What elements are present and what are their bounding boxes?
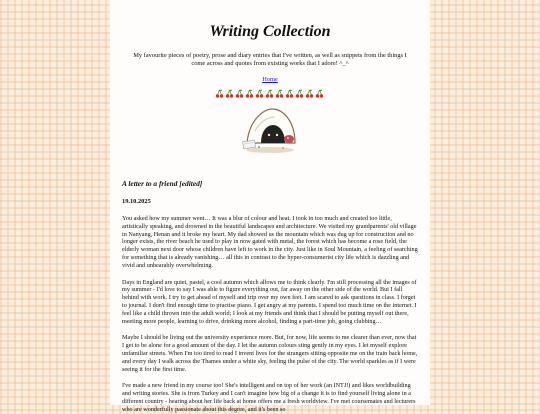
cherry-icon <box>225 89 234 99</box>
page-title: Writing Collection <box>209 23 331 40</box>
cherry-icon <box>305 89 314 99</box>
cherry-icon <box>255 89 264 99</box>
post-paragraph: Maybe I should be living out the university experience more. But, for now, life seems to me clearer than ever, now that I get to be alone for a good amount of the day. I let the autumn colours sting gently in my eyes. I let myself explore unfamiliar streets. When I'm too tired to read I invent lives for the strangers sitting opposite me on the train back home, and every day I walk across the Thames under a white sky, feeling the pulse of the city. The world sparkles as if I were seeing it for the first time. <box>122 334 418 373</box>
cherry-icon <box>275 89 284 99</box>
cherry-icon <box>315 89 324 99</box>
post-paragraph: Days in England are quiet, pastel, a cool autumn which allows me to think clearly. I'm still processing all the images of my summer - I'd love to say I was able to figure everything out, far away on the other side of the world. But I fall behind with work. I try to get ahead of myself and trip over my own feet. I am scared to ask questions in class. I forget to journal. I don't find enough time to practise piano. I get angry at my parents. I spend too much time on the internet. I feel like a child thrown into the adult world; I look at my friends and think that I should be putting myself out there, meeting more people, learning to drive, drinking more alcohol, finding a part-time job, going clubbing… <box>122 278 417 325</box>
cherry-icon <box>295 89 304 99</box>
cherry-icon <box>285 89 294 99</box>
cherry-icon <box>265 89 274 99</box>
post-paragraph: You asked how my summer went… It was a blur of colour and heat. I took in too much and created too little, artistically speaking, and drowned in the beautiful landscapes and architecture. We visited my grandparents' old village in Nanyang, Henan and it broke my heart. My dad showed us the mountain which was dug up for construction and no longer exists, the river beach he used to play in now gated with metal, the forest which has become a rose field, the elderly woman next door whose children have left to work in the city. Just like in Soul Mountain, a feeling of searching for something that is already vanishing… all this in contrast to the hyper-consumerist city life which is dazzling and vivid and unbearably overwhelming. <box>122 215 418 269</box>
post-title: A letter to a friend [edited] <box>122 179 203 188</box>
home-link[interactable]: Home <box>262 76 278 83</box>
cherry-icon <box>235 89 244 99</box>
cherry-icon <box>245 89 254 99</box>
cherry-icon <box>215 89 224 99</box>
post-date: 19.10.2025 <box>122 198 151 205</box>
onigiri-mascot-icon <box>122 103 418 155</box>
cherry-divider <box>122 89 418 99</box>
intro-text: My favourite pieces of poetry, prose and diary entries that I've written, as well as snippets from the things I come across and quotes from existing works that I adore! ^_^ <box>133 52 407 67</box>
content-column <box>110 0 430 413</box>
post-paragraph: I've made a new friend in my course too! She's intelligent and on top of her work (an INTJ!) and likes worldbuilding and writing stories. She is from Turkey and I can't imagine how big of a change it is to find yourself living alone in a different country - hearing about her life back at home offers me a fresh worldview. I've met coursemates and lecturers who are wonderfully passionate about this degree, and it's been so <box>122 382 416 413</box>
